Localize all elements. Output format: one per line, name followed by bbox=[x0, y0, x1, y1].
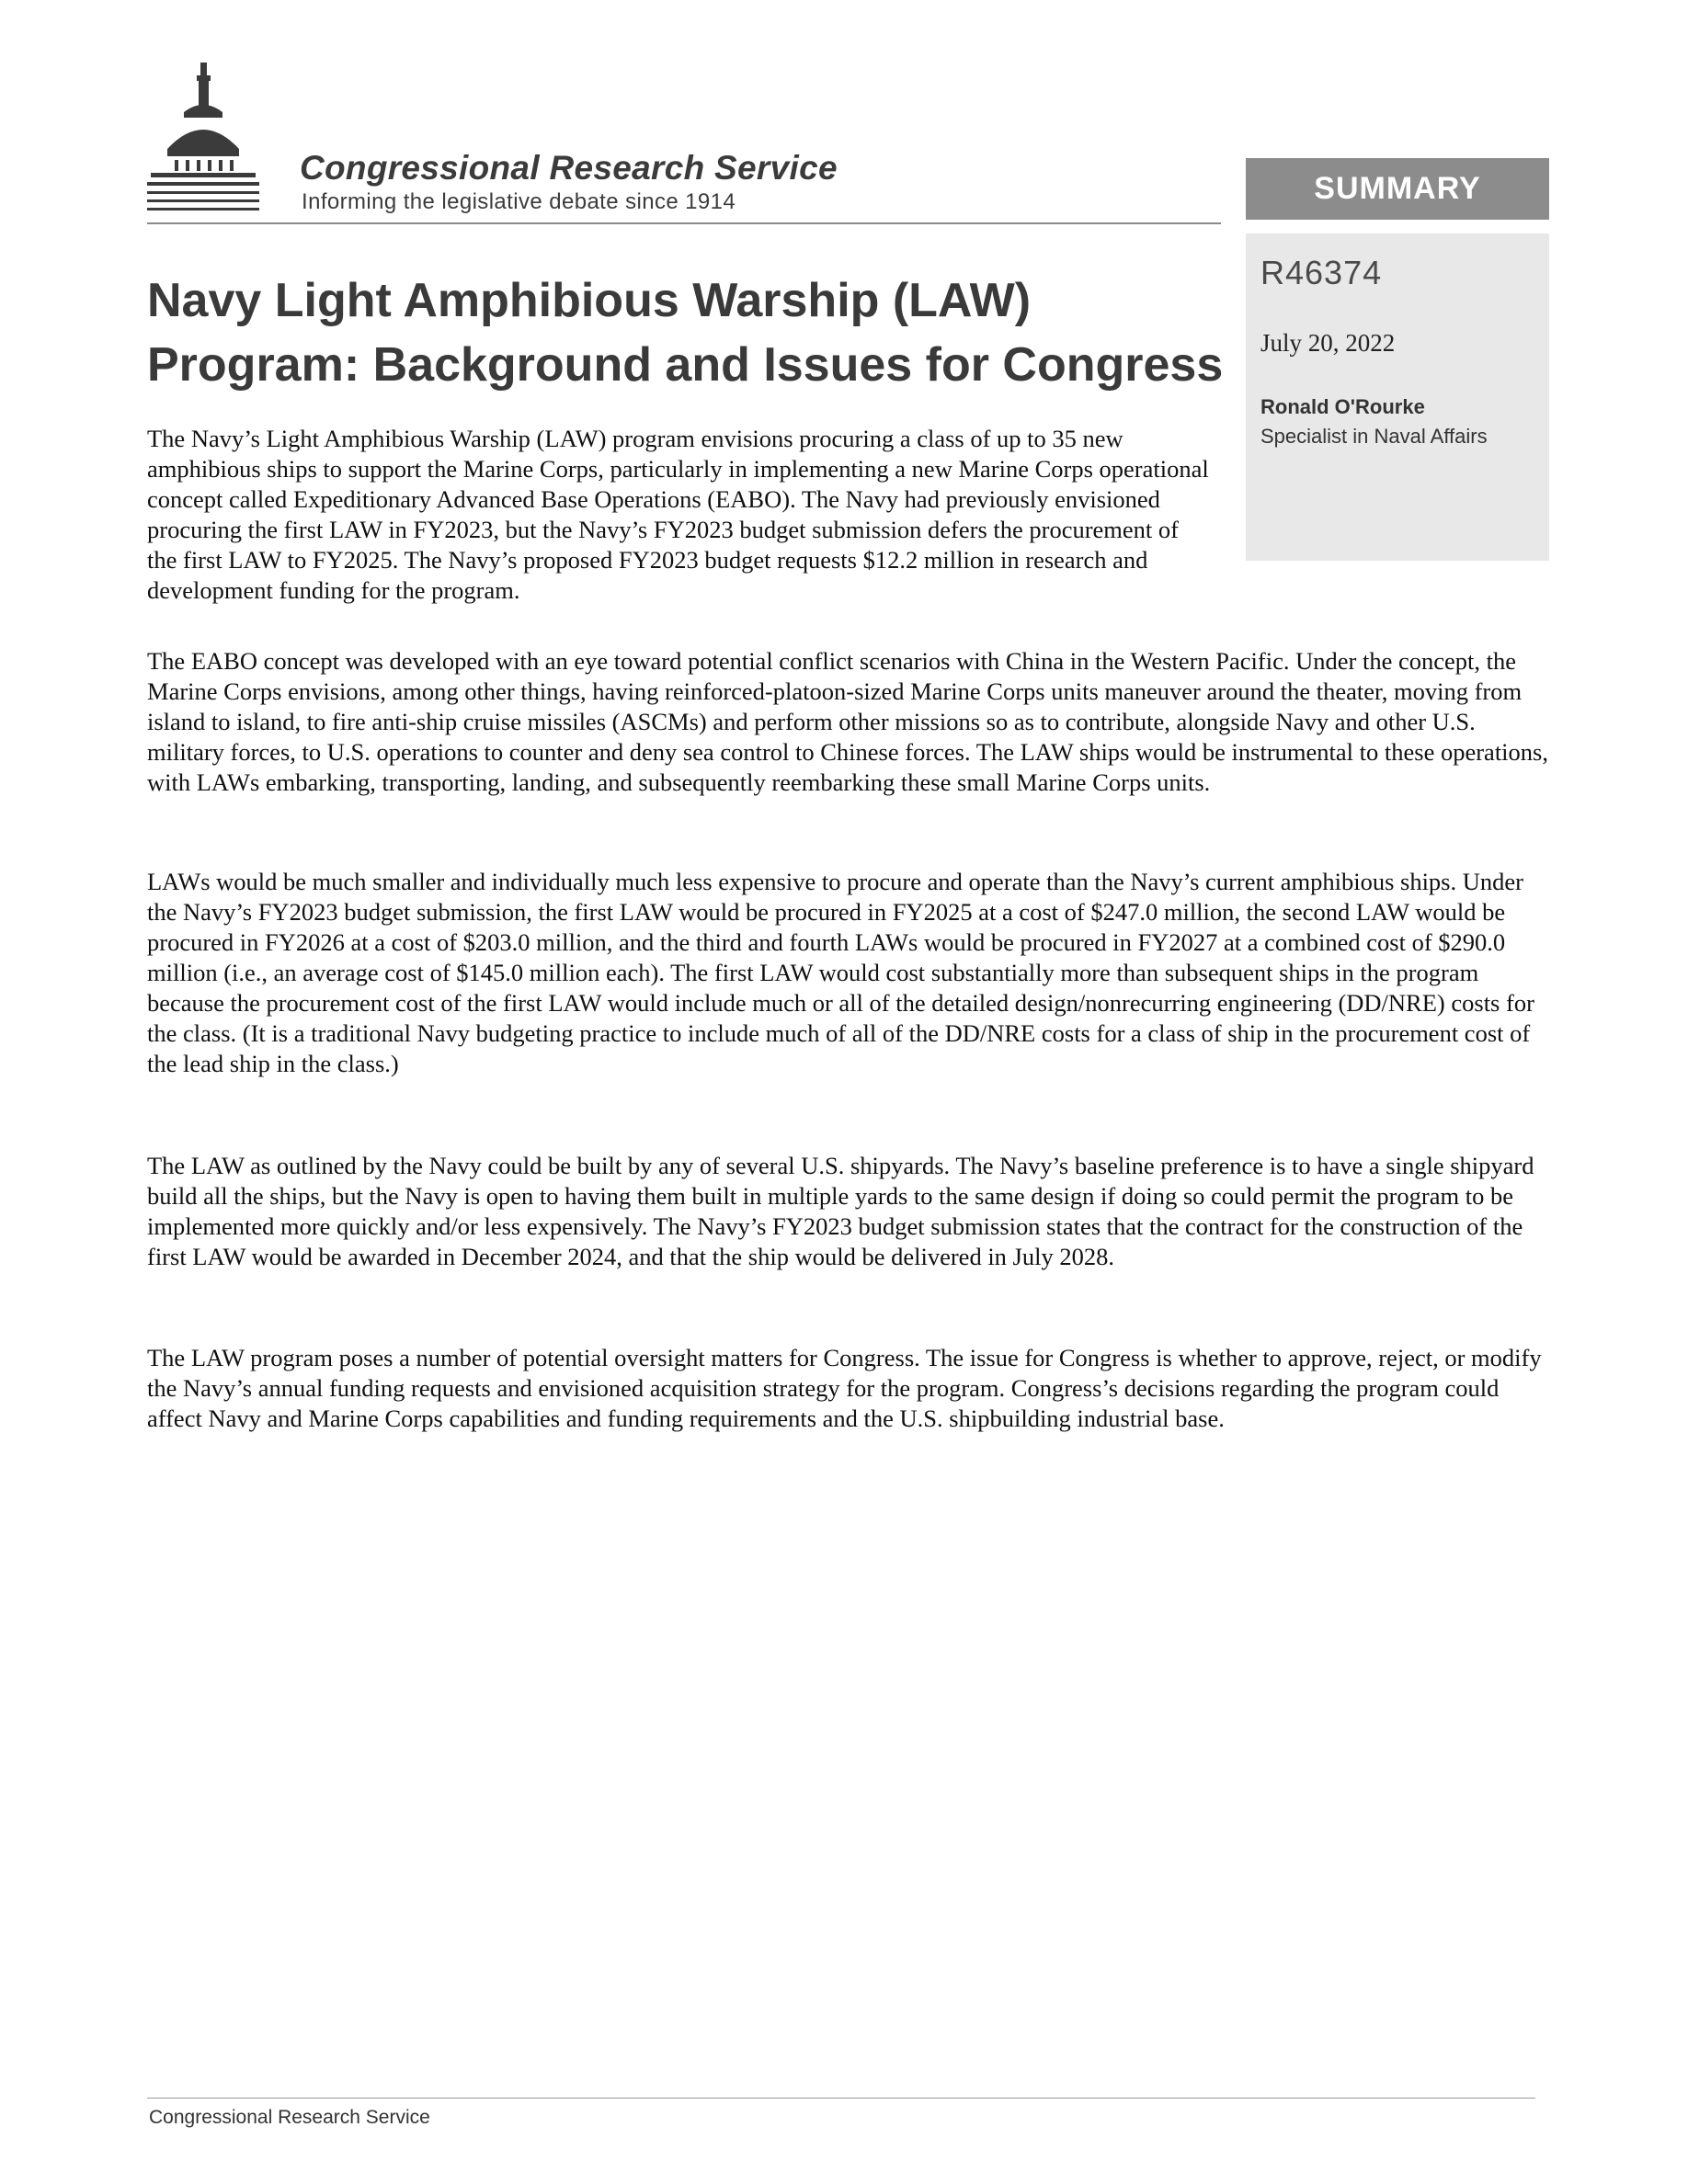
footer-text: Congressional Research Service bbox=[149, 2107, 430, 2128]
report-info-sidebar bbox=[1246, 233, 1549, 561]
capitol-dome-icon bbox=[147, 57, 294, 222]
crs-logo bbox=[147, 57, 864, 222]
author-name: Ronald O'Rourke bbox=[1260, 395, 1425, 418]
header-divider bbox=[147, 222, 1221, 224]
org-tagline: Informing the legislative debate since 1914 bbox=[302, 189, 736, 214]
summary-paragraph-5: The LAW program poses a number of potential oversight matters for Congress. The issue for Congress is whether to approve, reject, or modify the Navy’s annual funding requests and envisioned acquisition strategy for the program. Congress’s decisions regarding the program could affect Navy and Marine Corps capabilities and funding requirements and the U.S. shipbuilding industrial base. bbox=[147, 1344, 1542, 1432]
summary-paragraph-1: The Navy’s Light Amphibious Warship (LAW) program envisions procuring a class of up to 35 new amphibious ships to support the Marine Corps, particularly in implementing a new Marine Corps operational concept called Expeditionary Advanced Base Operations (EABO). The Navy had previously envisioned procuring the first LAW in FY2023, but the Navy’s FY2023 budget submission defers the procurement of the first LAW to FY2025. The Navy’s proposed FY2023 budget requests $12.2 million in research and development funding for the program. bbox=[147, 425, 1209, 604]
footer-divider bbox=[147, 2098, 1535, 2099]
summary-label: SUMMARY bbox=[1246, 158, 1549, 220]
summary-paragraph-2: The EABO concept was developed with an eye toward potential conflict scenarios with China in the Western Pacific. Under the concept, the Marine Corps envisions, among other things, having reinforced-platoon-sized Marine Corps units maneuver around the theater, moving from island to island, to fire anti-ship cruise missiles (ASCMs) and perform other missions so as to contribute, alongside Navy and other U.S. military forces, to U.S. operations to counter and deny sea control to Chinese forces. The LAW ships would be instrumental to these operations, with LAWs embarking, transporting, landing, and subsequently reembarking these small Marine Corps units. bbox=[147, 647, 1548, 796]
page-title-line-1: Navy Light Amphibious Warship (LAW) bbox=[147, 274, 1032, 327]
page-title bbox=[147, 268, 1232, 397]
org-name: Congressional Research Service bbox=[300, 149, 838, 187]
report-date: July 20, 2022 bbox=[1260, 329, 1396, 357]
page-title-line-2: Program: Background and Issues for Congress bbox=[147, 338, 1224, 392]
report-number: R46374 bbox=[1260, 254, 1383, 291]
summary-paragraph-3: LAWs would be much smaller and individually much less expensive to procure and operate than the Navy’s current amphibious ships. Under the Navy’s FY2023 budget submission, the first LAW would be procured in FY2025 at a cost of $247.0 million, the second LAW would be procured in FY2026 at a cost of $203.0 million, and the third and fourth LAWs would be procured in FY2027 at a combined cost of $290.0 million (i.e., an average cost of $145.0 million each). The first LAW would cost substantially more than subsequent ships in the program because the procurement cost of the first LAW would include much or all of the detailed design/nonrecurring engineering (DD/NRE) costs for the class. (It is a traditional Navy budgeting practice to include much of all of the DD/NRE costs for a class of ship in the procurement cost of the lead ship in the class.) bbox=[147, 868, 1534, 1077]
author-title: Specialist in Naval Affairs bbox=[1260, 425, 1488, 448]
summary-paragraph-4: The LAW as outlined by the Navy could be built by any of several U.S. shipyards. The Navy’s baseline preference is to have a single shipyard build all the ships, but the Navy is open to having them built in multiple yards to the same design if doing so could permit the program to be implemented more quickly and/or less expensively. The Navy’s FY2023 budget submission states that the contract for the construction of the first LAW would be awarded in December 2024, and that the ship would be delivered in July 2028. bbox=[147, 1152, 1534, 1270]
